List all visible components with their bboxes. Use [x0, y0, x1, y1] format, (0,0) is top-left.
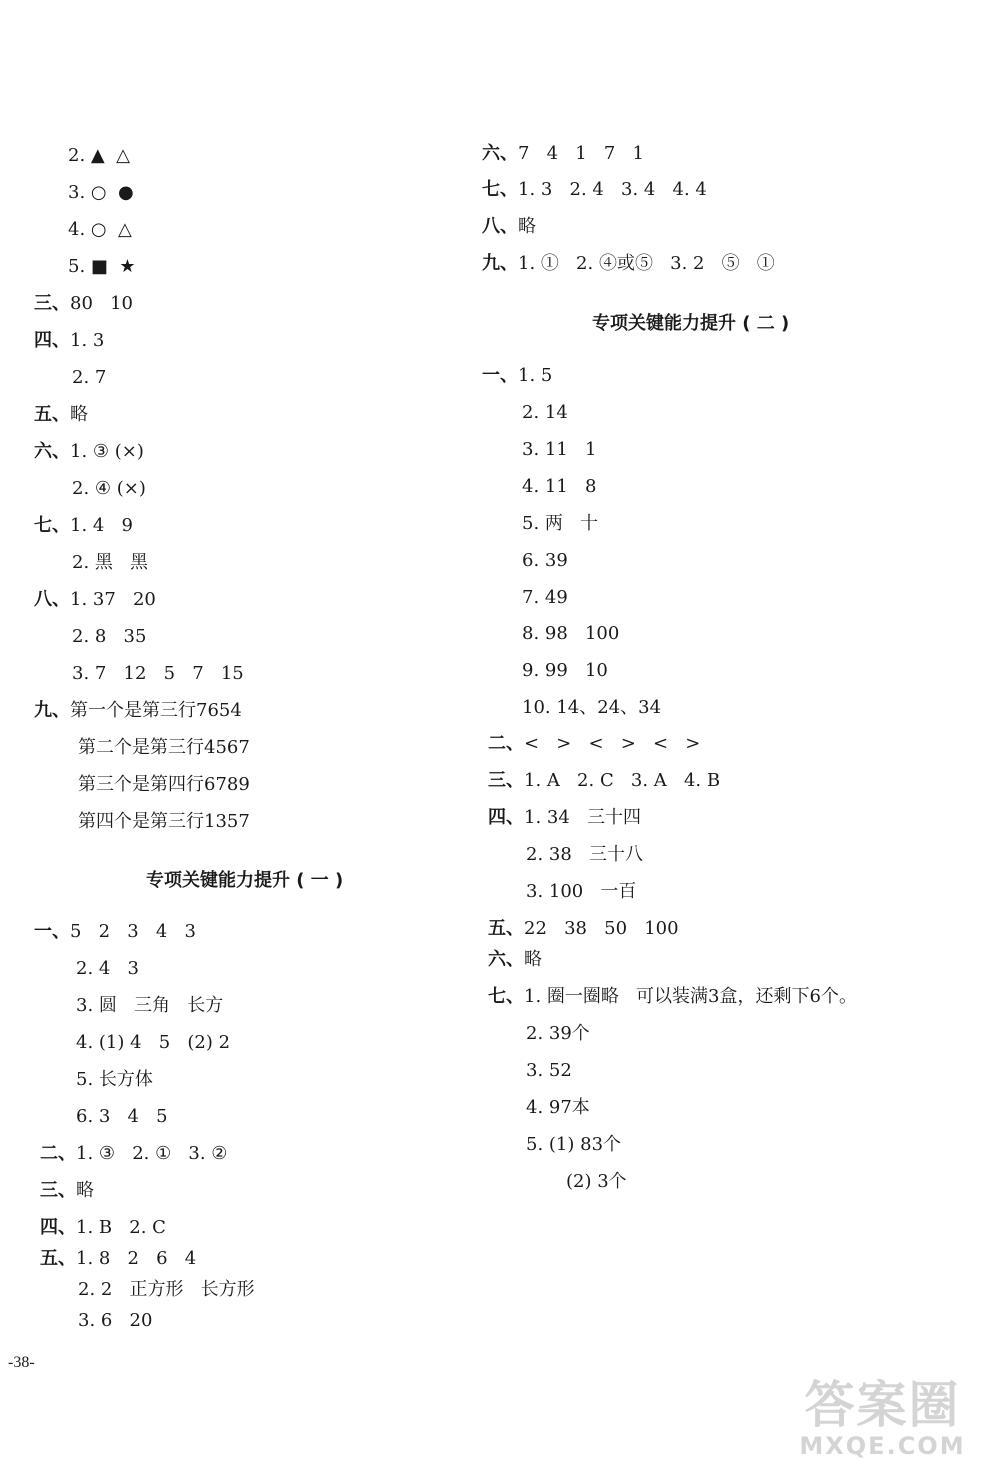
answer-line: 4. (1) 4 5 (2) 2 — [76, 1032, 231, 1053]
answer-line: 二、1. ③ 2. ① 3. ② — [40, 1143, 228, 1164]
answer-line: 2. 2 正方形 长方形 — [78, 1279, 255, 1300]
answer-line: 一、1. 5 — [482, 365, 553, 386]
answer-line: 七、1. 圈一圈略 可以装满3盒，还剩下6个。 — [488, 986, 857, 1007]
answer-line: 2. 39个 — [526, 1023, 590, 1044]
answer-line: (2) 3个 — [566, 1171, 627, 1192]
answer-line: 2. ▲ △ — [68, 145, 131, 166]
answer-line: 3. 11 1 — [522, 439, 597, 460]
answer-line: 一、5 2 3 4 3 — [34, 921, 196, 942]
section-heading: 专项关键能力提升 ( 二 ) — [592, 313, 790, 334]
answer-line: 五、略 — [34, 404, 88, 425]
answer-line: 5. 长方体 — [76, 1069, 153, 1090]
watermark-url: MXQE.COM — [799, 1432, 966, 1460]
answer-line: 三、略 — [40, 1180, 94, 1201]
answer-line: 2. 14 — [522, 402, 568, 423]
answer-line: 3. 7 12 5 7 15 — [72, 663, 244, 684]
answer-line: 三、1. A 2. C 3. A 4. B — [488, 770, 721, 791]
answer-line: 九、1. ① 2. ④或⑤ 3. 2 ⑤ ① — [482, 253, 775, 274]
answer-line: 9. 99 10 — [522, 660, 608, 681]
answer-line: 3. 6 20 — [78, 1310, 153, 1331]
answer-line: 6. 3 4 5 — [76, 1106, 168, 1127]
answer-line: 七、1. 4 9 — [34, 515, 133, 536]
answer-line: 第二个是第三行4567 — [78, 737, 250, 758]
answer-line: 10. 14、24、34 — [522, 697, 662, 718]
answer-line: 三、80 10 — [34, 293, 133, 314]
answer-line: 第三个是第四行6789 — [78, 774, 250, 795]
watermark-logo: 答案圈 — [804, 1376, 961, 1434]
answer-line: 九、第一个是第三行7654 — [34, 700, 242, 721]
answer-line: 八、1. 37 20 — [34, 589, 156, 610]
answer-line: 6. 39 — [522, 550, 568, 571]
answer-line: 五、22 38 50 100 — [488, 918, 679, 939]
answer-line: 2. ④ (×) — [72, 478, 146, 499]
answer-line: 7. 49 — [522, 587, 568, 608]
answer-line: 六、7 4 1 7 1 — [482, 143, 644, 164]
watermark — [775, 1378, 990, 1468]
answer-line: 六、略 — [488, 949, 542, 970]
answer-line: 2. 8 35 — [72, 626, 147, 647]
answer-line: 5. 两 十 — [522, 513, 599, 534]
answer-line: 3. ○ ● — [68, 182, 134, 203]
answer-line: 四、1. 34 三十四 — [488, 807, 641, 828]
page-number: -38- — [8, 1354, 35, 1371]
answer-line: 四、1. B 2. C — [40, 1217, 166, 1238]
answer-line: 第四个是第三行1357 — [78, 811, 250, 832]
answer-line: 七、1. 3 2. 4 3. 4 4. 4 — [482, 179, 707, 200]
answer-line: 8. 98 100 — [522, 623, 620, 644]
answer-line: 4. ○ △ — [68, 219, 132, 240]
answer-line: 四、1. 3 — [34, 330, 105, 351]
answer-line: 2. 黑 黑 — [72, 552, 149, 573]
answer-line: 5. (1) 83个 — [526, 1134, 622, 1155]
answer-line: 2. 38 三十八 — [526, 844, 643, 865]
answer-line: 2. 7 — [72, 367, 107, 388]
answer-line: 3. 圆 三角 长方 — [76, 995, 224, 1016]
answer-line: 3. 52 — [526, 1060, 572, 1081]
answer-line: 5. ■ ★ — [68, 256, 136, 277]
section-heading: 专项关键能力提升 ( 一 ) — [146, 870, 344, 891]
answer-line: 3. 100 一百 — [526, 881, 637, 902]
answer-line: 4. 97本 — [526, 1097, 590, 1118]
answer-line: 2. 4 3 — [76, 958, 139, 979]
answer-line: 4. 11 8 — [522, 476, 597, 497]
answer-line: 八、略 — [482, 216, 536, 237]
answer-line: 五、1. 8 2 6 4 — [40, 1248, 197, 1269]
answer-line: 六、1. ③ (×) — [34, 441, 144, 462]
answer-line: 二、< > < > < > — [488, 733, 701, 754]
